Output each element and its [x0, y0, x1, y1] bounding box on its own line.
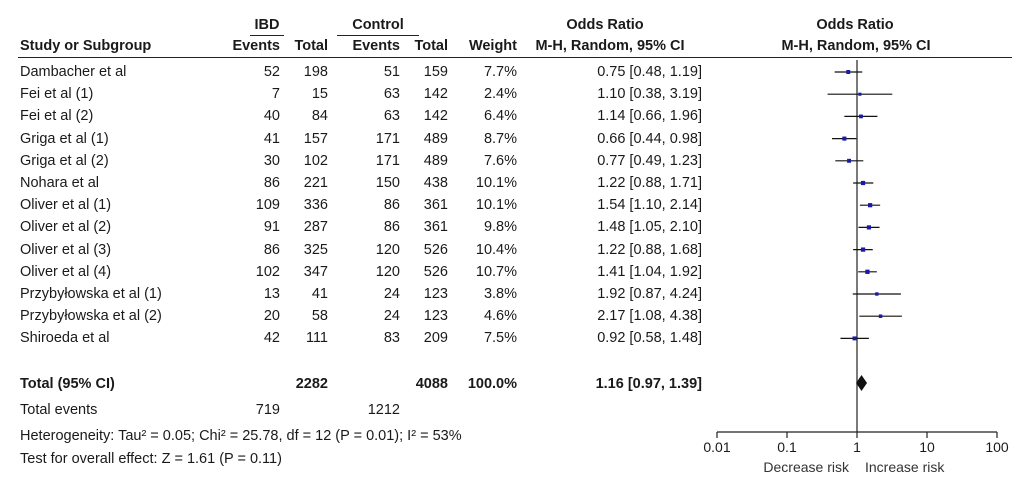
- total2-cell: 142: [423, 108, 448, 125]
- total1-cell: 58: [311, 308, 328, 325]
- x-tick-label: 0.01: [703, 439, 731, 455]
- ci-cell: 0.92 [0.58, 1.48]: [597, 330, 702, 347]
- total-events2: 1212: [367, 402, 400, 418]
- total1-cell: 325: [303, 241, 328, 258]
- total-weight: 100.0%: [467, 376, 517, 392]
- effect-square: [865, 270, 869, 274]
- total1-cell: 287: [303, 219, 328, 236]
- total1-cell: 84: [311, 108, 328, 125]
- total-events1: 719: [255, 402, 280, 418]
- weight-cell: 6.4%: [483, 108, 517, 125]
- ci-cell: 1.48 [1.05, 2.10]: [597, 219, 702, 236]
- x-tick-label: 0.1: [777, 439, 797, 455]
- total1-cell: 41: [311, 286, 328, 302]
- total1-cell: 198: [303, 64, 328, 80]
- total1-cell: 111: [305, 330, 328, 347]
- total2-cell: 361: [423, 197, 448, 214]
- events2-cell: 86: [383, 197, 400, 214]
- events1-header: Events: [232, 38, 280, 54]
- or-right-header: Odds Ratio: [816, 17, 894, 33]
- events2-cell: 120: [375, 263, 400, 280]
- total-ci: 1.16 [0.97, 1.39]: [595, 376, 702, 392]
- weight-cell: 10.4%: [475, 241, 517, 258]
- events1-cell: 30: [263, 152, 280, 169]
- study-name: Oliver et al (2): [20, 219, 112, 236]
- effect-square: [868, 203, 872, 207]
- effect-square: [847, 159, 851, 163]
- xlabel-right: Increase risk: [865, 459, 945, 475]
- effect-square: [861, 181, 865, 185]
- effect-square: [842, 137, 846, 141]
- study-header: Study or Subgroup: [20, 38, 152, 54]
- ci-cell: 0.66 [0.44, 0.98]: [597, 130, 702, 147]
- study-name: Oliver et al (4): [20, 263, 112, 280]
- study-name: Fei et al (2): [20, 108, 94, 125]
- xlabel-left: Decrease risk: [763, 459, 849, 475]
- total2-cell: 159: [423, 64, 448, 80]
- pooled-diamond: [856, 375, 867, 391]
- events2-cell: 63: [383, 86, 400, 103]
- study-name: Przybyłowska et al (1): [20, 286, 162, 302]
- events1-cell: 86: [263, 175, 280, 191]
- total1-header: Total: [294, 38, 328, 54]
- study-name: Oliver et al (1): [20, 197, 112, 214]
- weight-cell: 7.6%: [483, 152, 517, 169]
- events1-cell: 102: [255, 263, 280, 280]
- method-right-header: M-H, Random, 95% CI: [781, 38, 931, 54]
- method-left-header: M-H, Random, 95% CI: [535, 38, 685, 54]
- study-name: Griga et al (1): [20, 130, 109, 147]
- total1-cell: 221: [303, 175, 328, 191]
- events2-cell: 51: [383, 64, 400, 80]
- ci-cell: 0.77 [0.49, 1.23]: [597, 152, 702, 169]
- group2-header: Control: [352, 17, 404, 33]
- study-name: Przybyłowska et al (2): [20, 308, 162, 325]
- ci-cell: 1.22 [0.88, 1.71]: [597, 175, 702, 191]
- weight-cell: 2.4%: [483, 86, 517, 103]
- effect-square: [879, 314, 883, 318]
- events2-header: Events: [352, 38, 400, 54]
- ci-cell: 1.54 [1.10, 2.14]: [597, 197, 702, 214]
- weight-cell: 3.8%: [483, 286, 517, 302]
- study-name: Nohara et al: [20, 175, 99, 191]
- overall-effect-text: Test for overall effect: Z = 1.61 (P = 0.11): [20, 451, 282, 467]
- total2-cell: 123: [423, 308, 448, 325]
- total2-cell: 123: [423, 286, 448, 302]
- total2-cell: 142: [423, 86, 448, 103]
- weight-cell: 7.7%: [483, 64, 517, 80]
- total2-cell: 438: [423, 175, 448, 191]
- events1-cell: 41: [263, 130, 280, 147]
- events1-cell: 13: [263, 286, 280, 302]
- events1-cell: 40: [263, 108, 280, 125]
- events1-cell: 42: [263, 330, 280, 347]
- ci-cell: 1.10 [0.38, 3.19]: [597, 86, 702, 103]
- total1-cell: 157: [303, 130, 328, 147]
- total2-cell: 526: [423, 241, 448, 258]
- x-tick-label: 100: [985, 439, 1009, 455]
- total-label: Total (95% CI): [20, 376, 115, 392]
- x-tick-label: 10: [919, 439, 935, 455]
- total2-cell: 489: [423, 130, 448, 147]
- total2-value: 4088: [415, 376, 448, 392]
- events2-cell: 63: [383, 108, 400, 125]
- events2-cell: 86: [383, 219, 400, 236]
- total1-cell: 336: [303, 197, 328, 214]
- effect-square: [861, 247, 865, 251]
- ci-cell: 2.17 [1.08, 4.38]: [597, 308, 702, 325]
- total2-cell: 489: [423, 152, 448, 169]
- total1-value: 2282: [295, 376, 328, 392]
- effect-square: [859, 115, 863, 119]
- ci-cell: 1.92 [0.87, 4.24]: [597, 286, 702, 302]
- effect-square: [853, 336, 857, 340]
- total1-cell: 347: [303, 263, 328, 280]
- total2-header: Total: [414, 38, 448, 54]
- weight-cell: 10.1%: [475, 175, 517, 191]
- weight-header: Weight: [468, 38, 517, 54]
- effect-square: [875, 292, 878, 295]
- events1-cell: 52: [263, 64, 280, 80]
- events1-cell: 20: [263, 308, 280, 325]
- total1-cell: 102: [303, 152, 328, 169]
- total2-cell: 526: [423, 263, 448, 280]
- events2-cell: 150: [375, 175, 400, 191]
- weight-cell: 9.8%: [483, 219, 517, 236]
- total1-cell: 15: [311, 86, 328, 103]
- study-name: Griga et al (2): [20, 152, 109, 169]
- weight-cell: 10.7%: [475, 263, 517, 280]
- ci-cell: 0.75 [0.48, 1.19]: [597, 64, 702, 80]
- total2-cell: 209: [423, 330, 448, 347]
- effect-square: [867, 225, 871, 229]
- events1-cell: 86: [263, 241, 280, 258]
- events1-cell: 91: [263, 219, 280, 236]
- events2-cell: 24: [383, 308, 400, 325]
- or-left-header: Odds Ratio: [566, 17, 644, 33]
- events1-cell: 109: [255, 197, 280, 214]
- ci-cell: 1.22 [0.88, 1.68]: [597, 241, 702, 258]
- total-events-label: Total events: [20, 402, 98, 418]
- study-name: Dambacher et al: [20, 64, 127, 80]
- effect-square: [858, 93, 861, 96]
- study-name: Oliver et al (3): [20, 241, 112, 258]
- events1-cell: 7: [271, 86, 280, 103]
- events2-cell: 83: [383, 330, 400, 347]
- heterogeneity-text: Heterogeneity: Tau² = 0.05; Chi² = 25.78, df = 12 (P = 0.01); I² = 53%: [20, 428, 462, 444]
- study-name: Fei et al (1): [20, 86, 94, 103]
- group1-header: IBD: [254, 17, 280, 33]
- ci-cell: 1.41 [1.04, 1.92]: [597, 263, 702, 280]
- events2-cell: 120: [375, 241, 400, 258]
- events2-cell: 24: [383, 286, 400, 302]
- weight-cell: 4.6%: [483, 308, 517, 325]
- x-tick-label: 1: [853, 439, 861, 455]
- ci-cell: 1.14 [0.66, 1.96]: [597, 108, 702, 125]
- weight-cell: 7.5%: [483, 330, 517, 347]
- events2-cell: 171: [375, 130, 400, 147]
- effect-square: [846, 70, 850, 74]
- study-name: Shiroeda et al: [20, 330, 110, 347]
- total2-cell: 361: [423, 219, 448, 236]
- weight-cell: 10.1%: [475, 197, 517, 214]
- events2-cell: 171: [375, 152, 400, 169]
- weight-cell: 8.7%: [483, 130, 517, 147]
